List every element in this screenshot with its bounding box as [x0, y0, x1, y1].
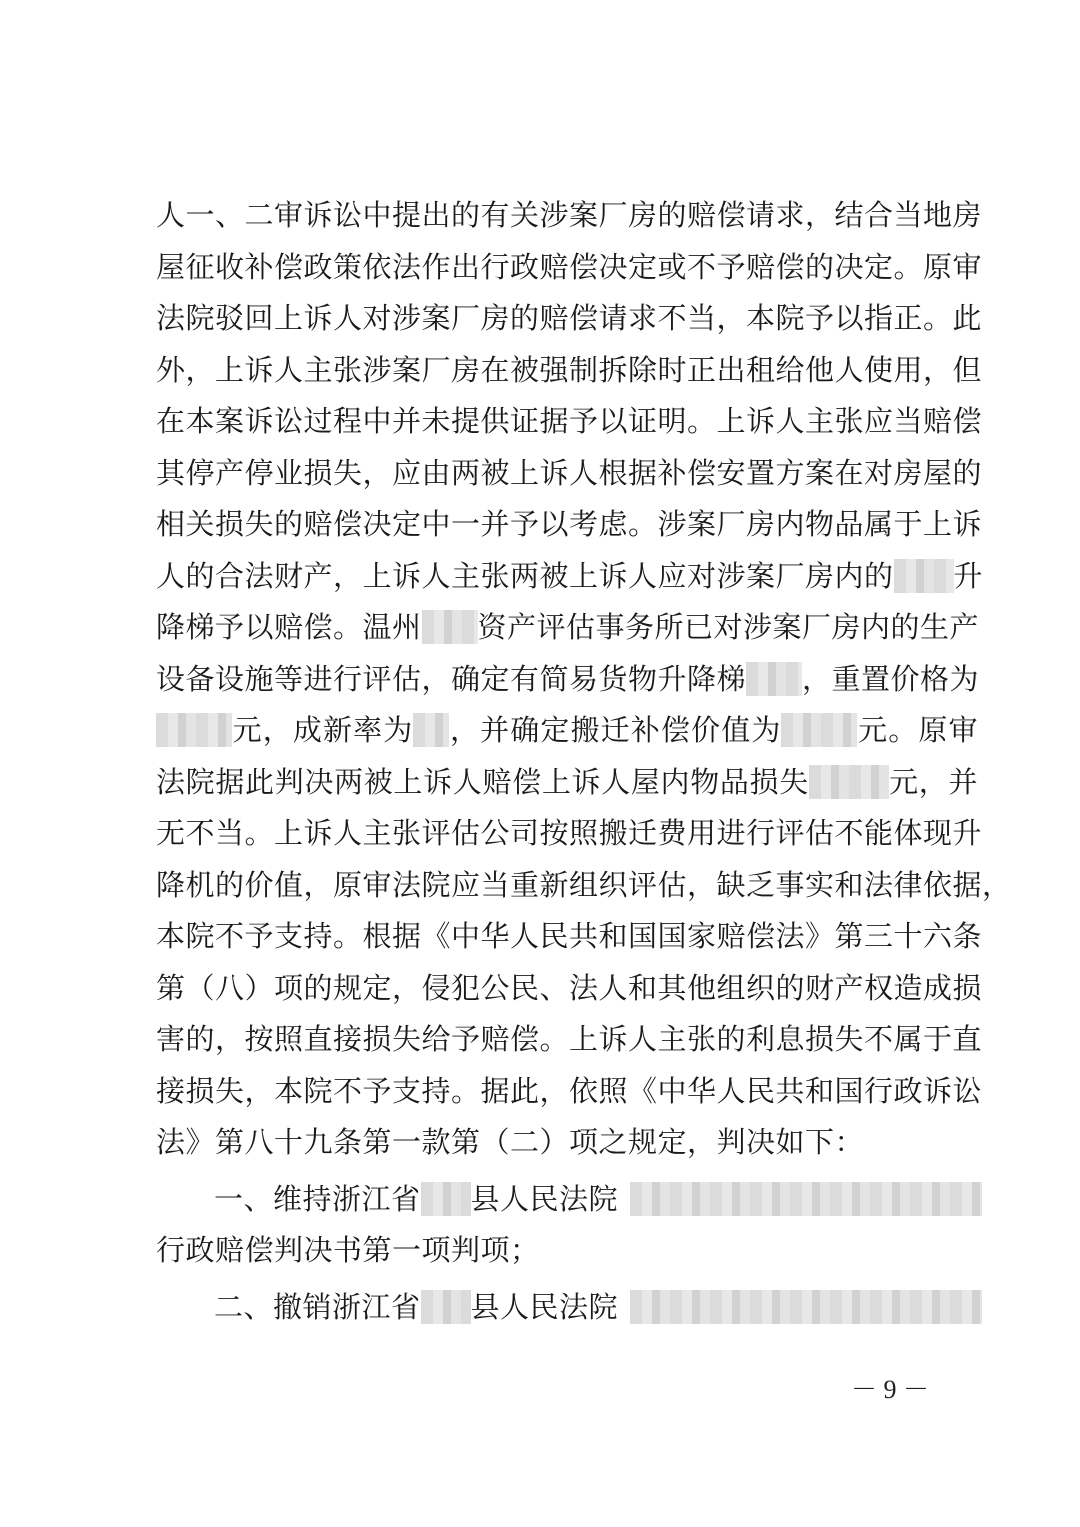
- redaction-block: [421, 1290, 471, 1324]
- text-line: 相关损失的赔偿决定中一并予以考虑。涉案厂房内物品属于上诉: [156, 507, 983, 541]
- text-segment: 人的合法财产，上诉人主张两被上诉人应对涉案厂房内的: [156, 558, 894, 593]
- redaction-block: [413, 713, 449, 747]
- redaction-block: [630, 1182, 982, 1216]
- judgment-body: [156, 190, 1012, 1333]
- judgment-item-1: [156, 1174, 978, 1226]
- text-segment: 一、维持浙江省: [214, 1181, 421, 1216]
- redaction-block: [422, 610, 478, 644]
- text-line: [156, 602, 978, 654]
- text-segment: 设备设施等进行评估，确定有简易货物升降梯: [156, 661, 747, 696]
- text-segment: 元。原审: [857, 713, 978, 747]
- text-segment: 元，并: [888, 764, 978, 799]
- redaction-block: [630, 1290, 982, 1324]
- page-number: － 9 －: [850, 1375, 929, 1404]
- redaction-block: [156, 713, 232, 747]
- text-segment: ，重置价格为: [802, 661, 980, 696]
- text-line: 法》第八十九条第一款第（二）项之规定，判决如下：: [156, 1125, 865, 1159]
- text-line: 害的，按照直接损失给予赔偿。上诉人主张的利息损失不属于直: [156, 1022, 983, 1056]
- text-line: 在本案诉讼过程中并未提供证据予以证明。上诉人主张应当赔偿: [156, 404, 983, 438]
- text-segment: 县人民法院: [470, 1289, 619, 1324]
- text-line: 第（八）项的规定，侵犯公民、法人和其他组织的财产权造成损: [156, 970, 983, 1005]
- text-line: 外，上诉人主张涉案厂房在被强制拆除时正出租给他人使用，但: [156, 352, 983, 387]
- redaction-block: [781, 713, 857, 747]
- text-line: 其停产停业损失，应由两被上诉人根据补偿安置方案在对房屋的: [156, 455, 983, 490]
- text-line: [156, 654, 978, 706]
- redaction-block: [809, 765, 889, 799]
- text-segment: 法院据此判决两被上诉人赔偿上诉人屋内物品损失: [156, 764, 809, 799]
- text-line: 本院不予支持。根据《中华人民共和国国家赔偿法》第三十六条: [156, 919, 983, 953]
- redaction-block: [894, 559, 954, 593]
- text-segment: 县人民法院: [470, 1181, 619, 1216]
- text-line: 行政赔偿判决书第一项判项；: [156, 1233, 540, 1267]
- text-line: 接损失，本院不予支持。据此，依照《中华人民共和国行政诉讼: [156, 1073, 983, 1108]
- text-segment: 元，成新率为: [232, 713, 414, 747]
- text-line: 无不当。上诉人主张评估公司按照搬迁费用进行评估不能体现升: [156, 816, 983, 850]
- text-line: [156, 705, 978, 757]
- text-line: [156, 551, 984, 603]
- text-line: 降机的价值，原审法院应当重新组织评估，缺乏事实和法律依据，: [156, 867, 1012, 902]
- text-line: 屋征收补偿政策依法作出行政赔偿决定或不予赔偿的决定。原审: [156, 249, 983, 284]
- redaction-block: [421, 1182, 471, 1216]
- text-segment: 资产评估事务所已对涉案厂房内的生产: [477, 610, 980, 644]
- judgment-item-2: [156, 1282, 978, 1334]
- text-line: [156, 757, 978, 809]
- text-segment: 二、撤销浙江省: [214, 1289, 421, 1324]
- text-segment: 降梯予以赔偿。温州: [156, 610, 422, 644]
- text-line: 法院驳回上诉人对涉案厂房的赔偿请求不当，本院予以指正。此: [156, 301, 983, 335]
- text-segment: ，并确定搬迁补偿价值为: [449, 713, 782, 747]
- text-segment: 升: [953, 558, 984, 593]
- redaction-block: [746, 662, 802, 696]
- text-line: 人一、二审诉讼中提出的有关涉案厂房的赔偿请求，结合当地房: [156, 198, 983, 232]
